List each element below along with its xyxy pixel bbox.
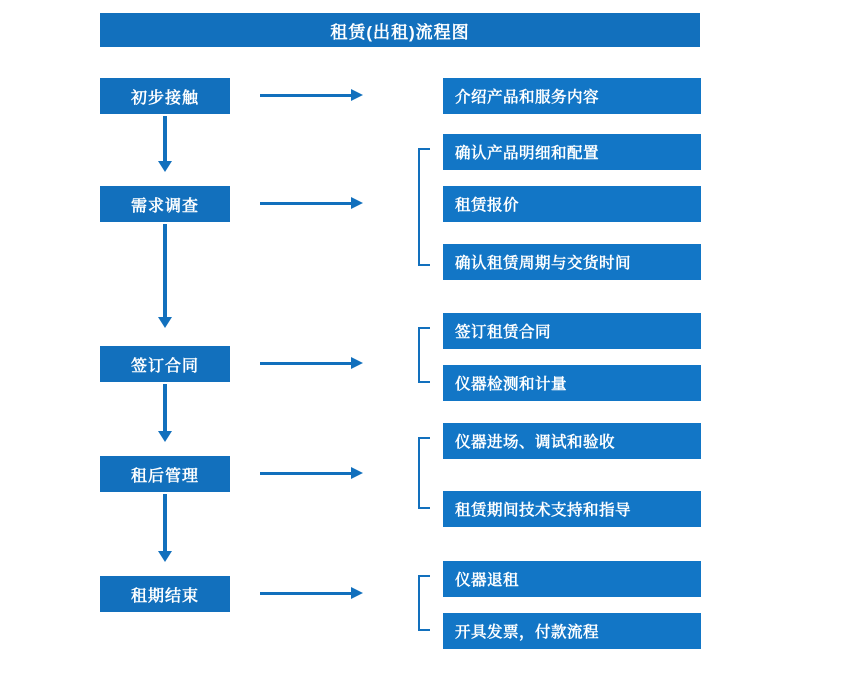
- vertical-arrow-1: [163, 116, 167, 162]
- task-box-7[interactable]: 仪器进场、调试和验收: [443, 423, 701, 459]
- stage-box-2[interactable]: 需求调查: [100, 186, 230, 222]
- horizontal-arrow-5: [260, 592, 352, 595]
- task-box-8[interactable]: 租赁期间技术支持和指导: [443, 491, 701, 527]
- vertical-arrow-2: [163, 224, 167, 318]
- horizontal-arrow-4: [260, 472, 352, 475]
- horizontal-arrow-2: [260, 202, 352, 205]
- task-box-6[interactable]: 仪器检测和计量: [443, 365, 701, 401]
- task-box-10[interactable]: 开具发票，付款流程: [443, 613, 701, 649]
- stage-box-1[interactable]: 初步接触: [100, 78, 230, 114]
- horizontal-arrow-1: [260, 94, 352, 97]
- stage-box-3[interactable]: 签订合同: [100, 346, 230, 382]
- task-box-2[interactable]: 确认产品明细和配置: [443, 134, 701, 170]
- task-box-1[interactable]: 介绍产品和服务内容: [443, 78, 701, 114]
- stage-box-5[interactable]: 租期结束: [100, 576, 230, 612]
- task-box-3[interactable]: 租赁报价: [443, 186, 701, 222]
- stage-box-4[interactable]: 租后管理: [100, 456, 230, 492]
- page-title: 租赁(出租)流程图: [100, 13, 700, 47]
- group-bracket-2: [418, 327, 430, 383]
- vertical-arrow-3: [163, 384, 167, 432]
- vertical-arrow-4: [163, 494, 167, 552]
- task-box-4[interactable]: 确认租赁周期与交货时间: [443, 244, 701, 280]
- horizontal-arrow-3: [260, 362, 352, 365]
- task-box-9[interactable]: 仪器退租: [443, 561, 701, 597]
- group-bracket-4: [418, 575, 430, 631]
- task-box-5[interactable]: 签订租赁合同: [443, 313, 701, 349]
- group-bracket-1: [418, 148, 430, 266]
- group-bracket-3: [418, 437, 430, 509]
